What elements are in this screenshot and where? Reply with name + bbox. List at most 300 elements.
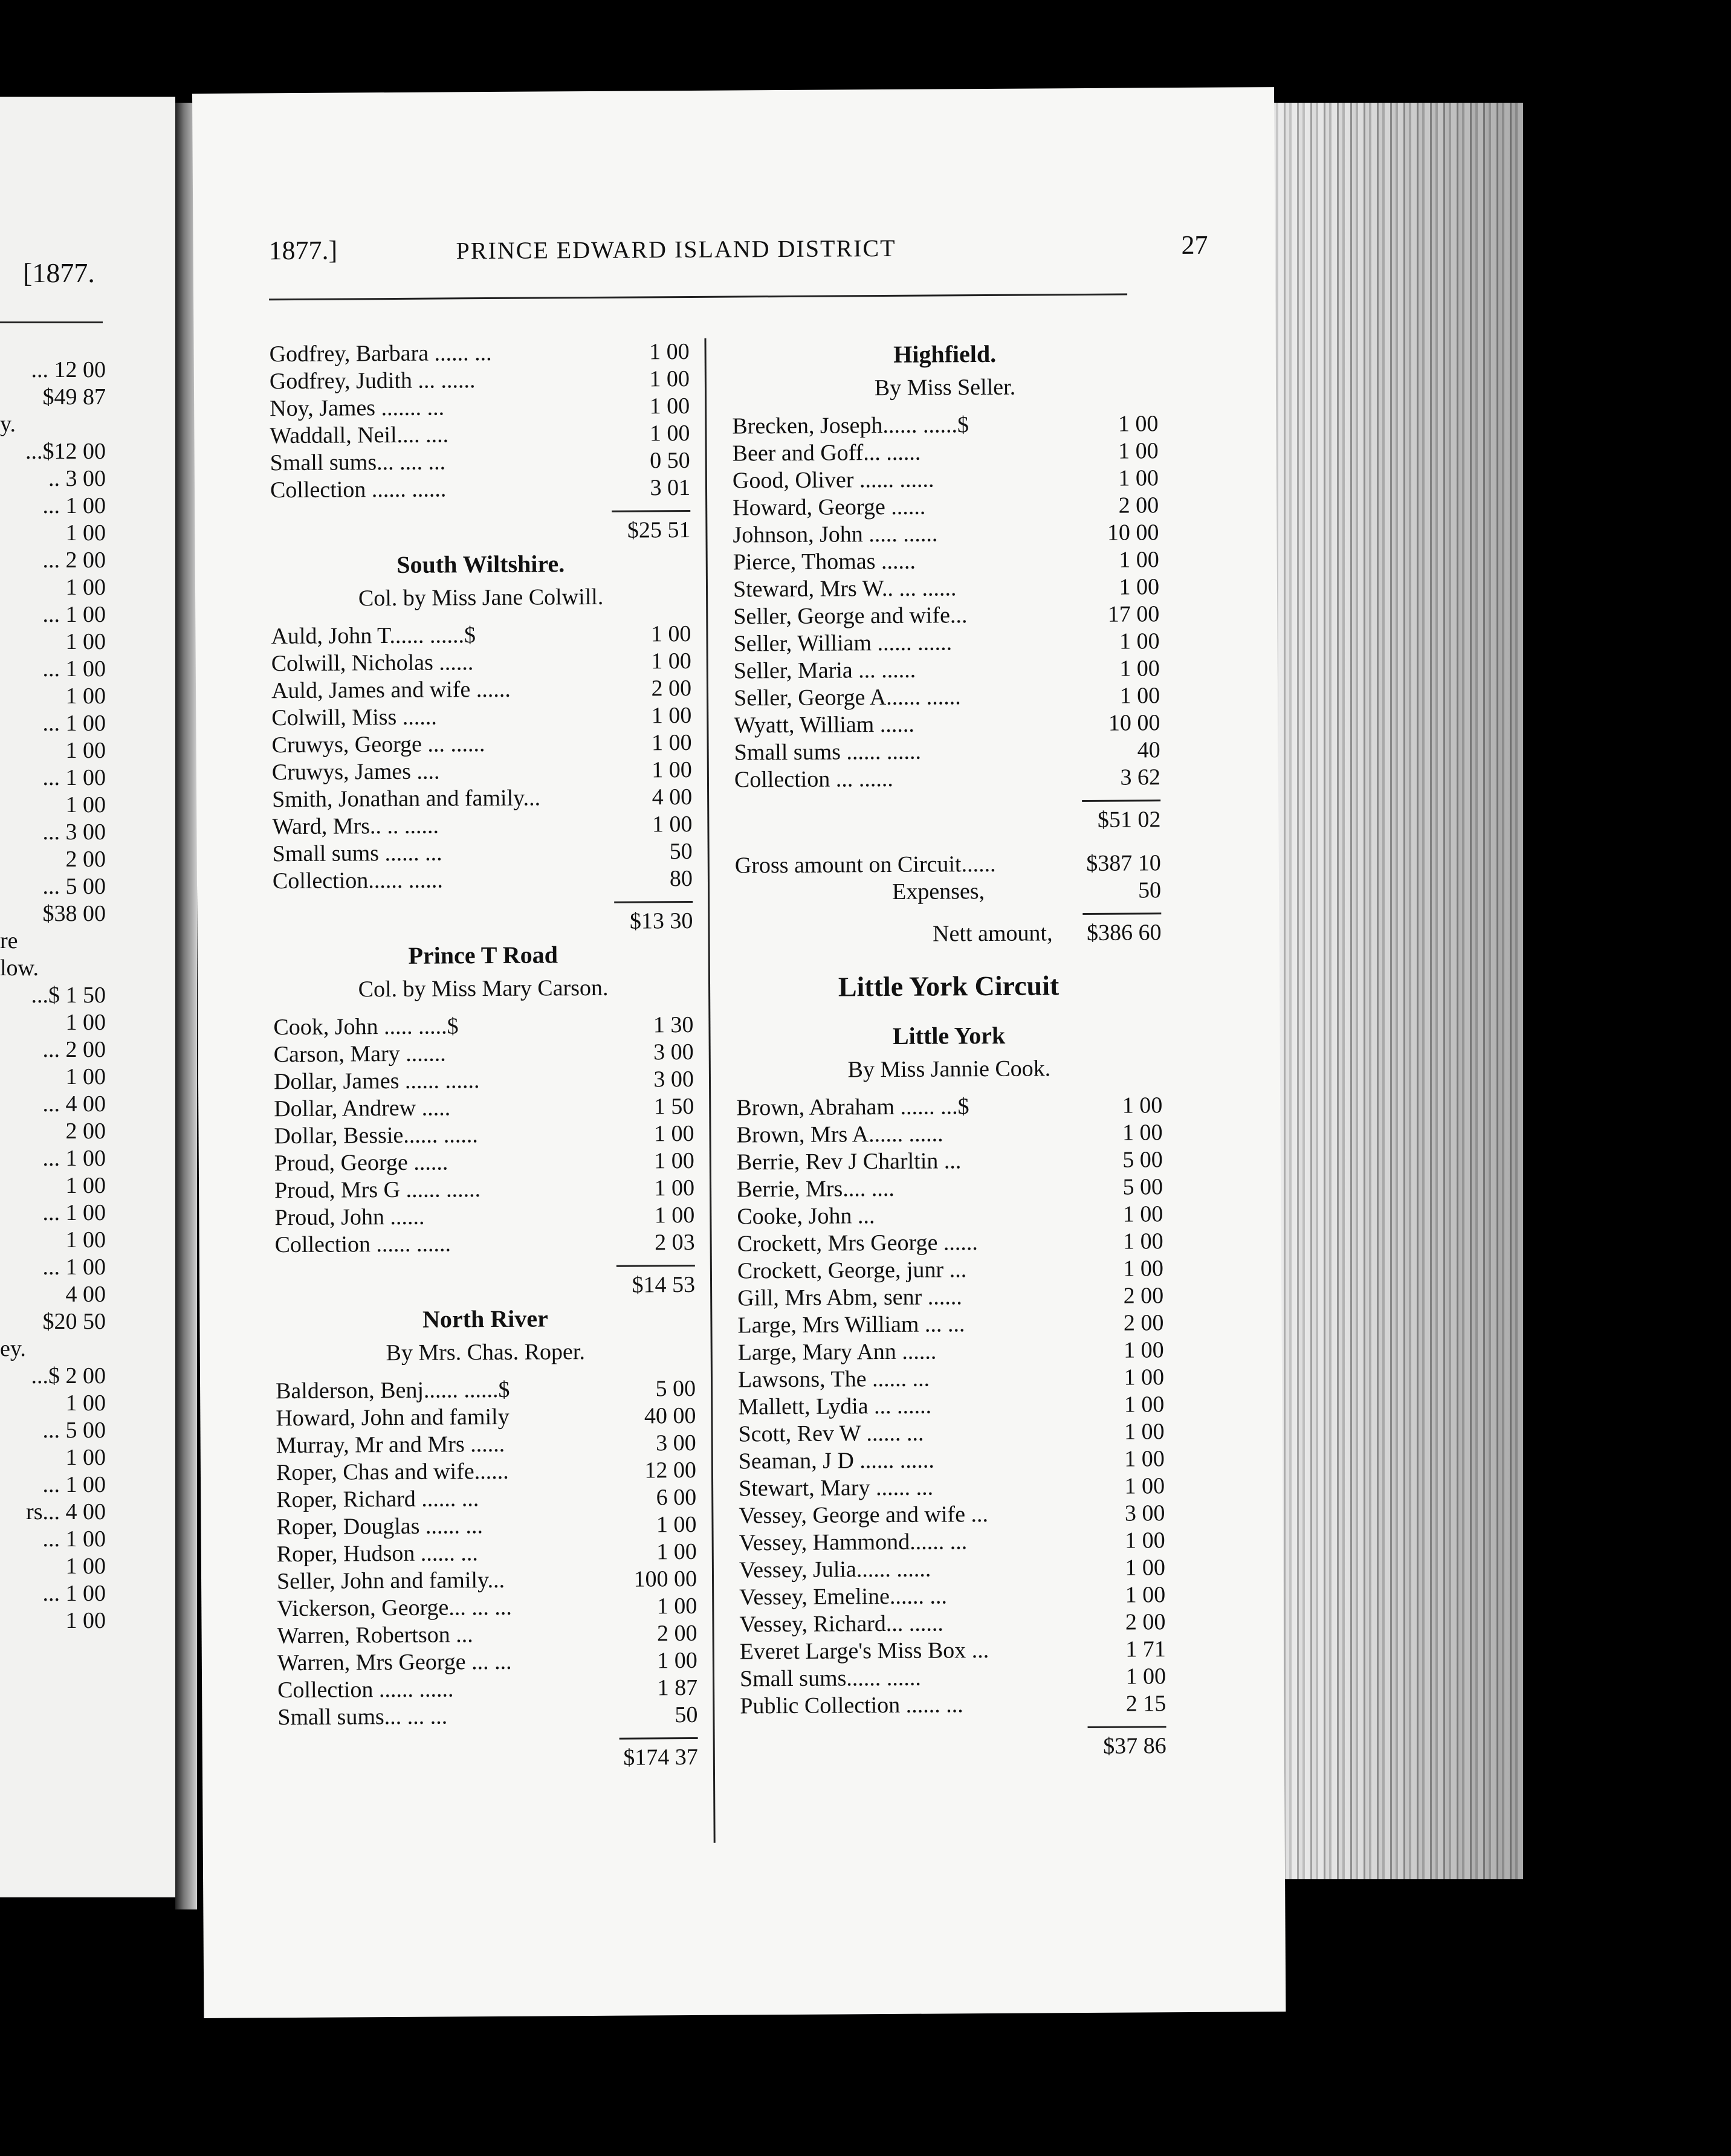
prev-page-line: ...$12 00	[25, 439, 106, 464]
page	[192, 87, 1286, 2018]
entry-name: Howard, John and family	[276, 1404, 510, 1431]
entry-amount: 80	[669, 865, 693, 892]
entry-amount: 2 15	[1125, 1691, 1166, 1717]
page-edges-shade	[1257, 103, 1523, 1879]
entry-name: Dollar, Bessie...... ......	[274, 1122, 478, 1149]
entry-amount: 1 00	[656, 1593, 697, 1619]
entry-row	[273, 865, 693, 895]
entry-row	[276, 1375, 696, 1405]
section-collector: Col. by Miss Jane Colwill.	[358, 584, 604, 612]
entry-amount: 1 00	[1122, 1120, 1163, 1146]
entry-row	[272, 811, 692, 841]
prev-page-line: ... 1 00	[42, 1146, 106, 1171]
entry-row	[277, 1674, 697, 1704]
entry-amount: 1 50	[653, 1093, 694, 1120]
entry-amount: 1 00	[1119, 656, 1160, 682]
entry-amount: 3 00	[1124, 1500, 1165, 1526]
entry-name: Vessey, Julia...... ......	[739, 1556, 931, 1583]
entry-row	[740, 1663, 1166, 1693]
entry-name: Warren, Robertson ...	[277, 1622, 473, 1649]
prev-page-line: 2 00	[65, 1118, 106, 1144]
entry-row	[734, 764, 1160, 793]
right-column	[731, 335, 1166, 1764]
prev-page-line: 1 00	[65, 1227, 106, 1253]
entry-row	[733, 546, 1159, 576]
entry-amount: 5 00	[1122, 1147, 1163, 1173]
entry-row	[734, 709, 1160, 739]
entry-amount: 1 00	[1119, 547, 1159, 573]
page-number: 27	[1181, 230, 1208, 260]
entry-row	[733, 519, 1159, 549]
entry-row	[277, 1702, 697, 1731]
entry-name: Small sums... ... ...	[277, 1703, 448, 1731]
expenses-label: Expenses,	[891, 879, 985, 905]
entry-name: Johnson, John ..... ......	[733, 521, 938, 548]
entry-name: Howard, George ......	[733, 494, 926, 521]
header-title: PRINCE EDWARD ISLAND DISTRICT	[456, 234, 896, 265]
entry-amount: 1 00	[649, 366, 690, 392]
entry-row	[273, 1012, 693, 1041]
prev-page-line: ... 2 00	[42, 547, 106, 573]
entry-name: Carson, Mary .......	[273, 1041, 446, 1068]
prev-page-line: $38 00	[42, 901, 106, 926]
entry-amount: 1 00	[1124, 1446, 1165, 1472]
total-rule	[620, 1737, 698, 1740]
entry-row	[733, 601, 1159, 630]
entry-amount: 1 00	[654, 1175, 695, 1201]
entry-name: Cruwys, George ... ......	[271, 731, 485, 758]
entry-row	[738, 1364, 1164, 1393]
expenses-row	[735, 877, 1161, 906]
entry-row	[736, 1119, 1162, 1149]
prev-page-line: ... 1 00	[42, 711, 106, 736]
prev-page-line: ... 3 00	[42, 819, 106, 845]
entry-row	[277, 1566, 697, 1595]
entry-amount: 1 00	[649, 338, 690, 365]
entry-name: Berrie, Rev J Charltin ...	[736, 1148, 962, 1175]
entry-name: Vessey, Emeline...... ...	[739, 1583, 948, 1610]
entry-name: Proud, George ......	[274, 1149, 448, 1176]
entry-amount: 1 00	[1124, 1364, 1165, 1390]
prev-page-rule	[0, 321, 103, 323]
entry-name: Roper, Douglas ...... ...	[276, 1513, 484, 1540]
entry-amount: 50	[675, 1702, 698, 1728]
entry-amount: 1 00	[650, 621, 691, 647]
entry-row	[733, 628, 1159, 657]
entry-row	[274, 1066, 694, 1096]
entry-amount: 1 00	[651, 729, 692, 756]
entry-row	[737, 1201, 1163, 1230]
entry-row	[740, 1636, 1166, 1665]
entry-row	[734, 655, 1160, 685]
entry-name: Small sums... .... ...	[270, 449, 446, 476]
entry-name: Roper, Richard ...... ...	[276, 1486, 479, 1513]
entry-row	[274, 1120, 694, 1150]
entry-name: Murray, Mr and Mrs ......	[276, 1431, 505, 1459]
prev-page-line: 1 00	[65, 1064, 106, 1089]
prev-page-line: y.	[0, 412, 16, 437]
entry-name: Cruwys, James ....	[271, 758, 440, 786]
section-collector: By Miss Seller.	[874, 374, 1016, 401]
entry-row	[276, 1457, 696, 1486]
entry-row	[271, 621, 691, 650]
entry-row	[276, 1402, 696, 1432]
total-rule	[612, 510, 690, 512]
entry-amount: 1 00	[1122, 1093, 1163, 1118]
prev-page-lines	[0, 357, 175, 1635]
entry-amount: 2 00	[1123, 1310, 1164, 1336]
entry-row	[271, 648, 691, 677]
entry-name: Gill, Mrs Abm, senr ......	[737, 1284, 962, 1311]
entry-row	[739, 1445, 1165, 1475]
prev-page-line: $20 50	[42, 1309, 106, 1334]
nett-value: $386 60	[1086, 920, 1162, 946]
entry-name: Proud, John ......	[274, 1204, 425, 1231]
entry-name: Warren, Mrs George ... ...	[277, 1648, 512, 1676]
prev-page-line: 1 00	[65, 1010, 106, 1035]
entry-row	[277, 1620, 697, 1650]
entry-name: Wyatt, William ......	[734, 711, 914, 738]
entry-row	[274, 1039, 694, 1068]
entry-name: Small sums ...... ...	[272, 840, 442, 867]
prev-page-line: 1 00	[65, 520, 106, 546]
entry-amount: 40	[1137, 737, 1160, 763]
prev-page-line: 1 00	[65, 738, 106, 763]
entry-name: Lawsons, The ...... ...	[737, 1366, 930, 1393]
prev-page-line: ... 1 00	[42, 493, 106, 518]
entry-name: Collection ...... ......	[270, 476, 447, 503]
entry-row	[739, 1609, 1165, 1638]
section-collector: Col. by Miss Mary Carson.	[358, 975, 609, 1002]
entry-row	[270, 366, 690, 395]
entry-amount: 1 00	[1118, 411, 1159, 437]
entry-amount: 1 71	[1125, 1636, 1166, 1662]
entry-name: Seller, William ...... ......	[733, 630, 953, 657]
entry-row	[733, 437, 1159, 467]
entry-row	[270, 474, 690, 504]
entry-name: Colwill, Miss ......	[271, 704, 437, 731]
entry-amount: 2 00	[656, 1620, 697, 1647]
entry-amount: 3 00	[656, 1430, 696, 1456]
entry-amount: 1 00	[1124, 1473, 1165, 1499]
entry-name: Balderson, Benj...... ......$	[275, 1377, 510, 1404]
entry-name: Vessey, Richard... ......	[739, 1610, 943, 1638]
entry-amount: 40 00	[644, 1402, 696, 1429]
entry-amount: 2 00	[651, 675, 692, 702]
entry-row	[276, 1511, 696, 1541]
entry-row	[739, 1473, 1165, 1502]
prev-page-line: .. 3 00	[48, 466, 106, 491]
section-title: South Wiltshire.	[396, 550, 565, 578]
section-total: $25 51	[627, 517, 691, 543]
entry-amount: 3 01	[650, 474, 691, 501]
column-divider	[704, 338, 715, 1843]
entry-amount: 2 00	[1125, 1609, 1166, 1635]
prev-page-line: ... 5 00	[42, 874, 106, 899]
entry-row	[738, 1391, 1164, 1421]
entry-name: Vessey, George and wife ...	[739, 1501, 989, 1529]
circuit-title: Little York Circuit	[838, 970, 1060, 1002]
entry-name: Cooke, John ...	[737, 1203, 875, 1230]
entry-name: Waddall, Neil.... ....	[270, 422, 449, 449]
prev-page-line: ...$ 2 00	[31, 1363, 106, 1389]
section-total: $51 02	[1097, 807, 1161, 833]
entry-name: Vickerson, George... ... ...	[277, 1594, 512, 1622]
entry-row	[733, 573, 1159, 603]
entry-row	[737, 1173, 1163, 1203]
entry-amount: 50	[669, 838, 693, 865]
entry-amount: 1 00	[1125, 1528, 1165, 1554]
prev-page-line: 1 00	[65, 1554, 106, 1579]
entry-row	[270, 393, 690, 422]
entry-row	[273, 838, 693, 868]
entry-row	[277, 1538, 697, 1568]
prev-page-line: ... 4 00	[42, 1091, 106, 1117]
running-header	[268, 228, 1332, 271]
prev-page-line: ... 12 00	[31, 357, 106, 382]
entry-row	[271, 729, 691, 759]
entry-row	[739, 1581, 1165, 1611]
entry-amount: 1 00	[657, 1647, 697, 1674]
prev-page-line: ...$ 1 50	[31, 983, 106, 1008]
entry-row	[277, 1593, 697, 1622]
entry-row	[270, 420, 690, 450]
entry-amount: 4 00	[652, 784, 693, 810]
entry-name: Steward, Mrs W.. ... ......	[733, 575, 957, 602]
section-collector: By Mrs. Chas. Roper.	[386, 1339, 586, 1366]
entry-amount: 1 00	[656, 1538, 697, 1565]
entry-row	[271, 675, 691, 705]
previous-page	[0, 97, 175, 1897]
entry-row	[274, 1202, 694, 1231]
prev-page-line: 1 00	[65, 1173, 106, 1198]
entry-name: Large, Mary Ann ......	[737, 1338, 937, 1366]
entry-name: Seller, John and family...	[276, 1567, 505, 1595]
entry-amount: 3 00	[653, 1066, 694, 1093]
left-column	[270, 338, 698, 1775]
entry-name: Scott, Rev W ...... ...	[738, 1420, 924, 1447]
gross-value: $387 10	[1086, 850, 1161, 876]
entry-name: Crockett, Mrs George ......	[737, 1230, 978, 1257]
entry-name: Brecken, Joseph...... ......$	[732, 412, 969, 439]
entry-name: Cook, John ..... .....$	[273, 1013, 459, 1041]
entry-name: Good, Oliver ...... ......	[732, 466, 934, 494]
entry-row	[733, 465, 1159, 494]
entry-amount: 1 00	[1125, 1582, 1166, 1608]
entry-amount: 3 62	[1120, 764, 1161, 790]
section-title: Highfield.	[893, 340, 997, 368]
section-total: $14 53	[632, 1271, 696, 1298]
entry-name: Smith, Jonathan and family...	[272, 785, 541, 813]
entry-amount: 2 00	[1118, 492, 1159, 518]
entry-amount: 1 00	[1125, 1555, 1166, 1581]
entry-name: Roper, Hudson ...... ...	[276, 1540, 478, 1567]
entry-name: Collection ... ......	[734, 766, 893, 793]
prev-page-line: $49 87	[42, 384, 106, 410]
entry-row	[739, 1527, 1165, 1557]
gross-label: Gross amount on Circuit......	[734, 851, 996, 879]
entry-amount: 1 00	[1124, 1419, 1165, 1445]
prev-page-line: ... 1 00	[42, 1526, 106, 1552]
prev-page-line: 1 00	[65, 792, 106, 818]
entry-name: Small sums ...... ......	[734, 738, 922, 766]
entry-amount: 17 00	[1107, 601, 1160, 627]
entry-name: Roper, Chas and wife......	[276, 1458, 509, 1486]
entry-name: Stewart, Mary ...... ...	[738, 1474, 934, 1502]
entry-row	[272, 784, 692, 813]
entry-name: Pierce, Thomas ......	[733, 548, 916, 575]
entry-row	[737, 1228, 1163, 1257]
entry-row	[738, 1337, 1164, 1366]
entry-name: Colwill, Nicholas ......	[271, 650, 474, 677]
entry-name: Collection ...... ......	[274, 1231, 451, 1258]
entry-amount: 1 00	[1122, 1201, 1163, 1227]
total-rule	[616, 1265, 695, 1267]
entry-amount: 1 00	[651, 648, 691, 674]
section-total: $37 86	[1103, 1733, 1166, 1759]
entry-row	[274, 1147, 694, 1177]
prev-page-line: ... 1 00	[42, 1254, 106, 1280]
entry-row	[740, 1690, 1166, 1720]
entry-name: Mallett, Lydia ... ......	[738, 1393, 932, 1420]
entry-row	[737, 1146, 1163, 1176]
prev-page-line: 1 00	[65, 1608, 106, 1633]
prev-page-line: 1 00	[65, 575, 106, 600]
prev-page-line: ... 1 00	[42, 1200, 106, 1225]
entry-name: Brown, Abraham ...... ...$	[736, 1094, 969, 1121]
section-title: Little York	[892, 1021, 1006, 1050]
expenses-value: 50	[1137, 877, 1162, 903]
prev-page-line: 1 00	[65, 629, 106, 654]
section-collector: By Miss Jannie Cook.	[847, 1056, 1051, 1083]
entry-name: Public Collection ...... ...	[740, 1692, 963, 1719]
section-title: North River	[422, 1305, 548, 1333]
nett-label: Nett amount,	[932, 920, 1053, 947]
entry-name: Dollar, Andrew .....	[274, 1095, 451, 1122]
entry-row	[270, 447, 690, 477]
entry-row	[739, 1500, 1165, 1529]
entry-amount: 10 00	[1107, 520, 1159, 546]
entry-row	[734, 682, 1160, 712]
entry-name: Seaman, J D ...... ......	[738, 1447, 934, 1474]
entry-row	[270, 338, 690, 368]
entry-amount: 1 00	[652, 811, 693, 838]
gross-amount-row	[735, 850, 1161, 879]
entry-amount: 3 00	[653, 1039, 694, 1065]
prev-page-line: rs... 4 00	[26, 1499, 106, 1525]
entry-amount: 1 00	[1119, 683, 1160, 709]
entry-amount: 1 00	[1123, 1228, 1163, 1254]
entry-row	[274, 1093, 694, 1123]
entry-amount: 10 00	[1108, 710, 1160, 736]
entry-amount: 1 00	[1124, 1337, 1164, 1363]
entry-name: Vessey, Hammond...... ...	[739, 1529, 968, 1556]
entry-name: Auld, James and wife ......	[271, 676, 511, 704]
entry-name: Dollar, James ...... ......	[273, 1068, 480, 1095]
prev-page-line: 1 00	[65, 1445, 106, 1470]
prev-page-line: 1 00	[65, 1390, 106, 1416]
entry-amount: 1 00	[1123, 1256, 1164, 1282]
entry-row	[277, 1647, 697, 1677]
entry-amount: 2 03	[655, 1229, 695, 1256]
entry-amount: 1 00	[1125, 1664, 1166, 1690]
prev-page-line: 1 00	[65, 683, 106, 709]
entry-name: Large, Mrs William ... ...	[737, 1311, 965, 1338]
entry-name: Ward, Mrs.. .. ......	[272, 813, 439, 840]
prev-page-header: [1877.	[23, 257, 95, 288]
entry-name: Proud, Mrs G ...... ......	[274, 1176, 481, 1204]
prev-page-line: ... 5 00	[42, 1418, 106, 1443]
entry-row	[276, 1484, 696, 1514]
prev-page-line: ... 1 00	[42, 765, 106, 790]
entry-amount: 1 00	[1119, 574, 1160, 600]
entry-row	[733, 492, 1159, 521]
entry-amount: 5 00	[1122, 1174, 1163, 1200]
entry-amount: 0 50	[650, 447, 690, 474]
header-year: 1877.]	[268, 235, 338, 266]
section-total: $174 37	[623, 1744, 698, 1770]
header-rule	[269, 294, 1127, 301]
entry-row	[739, 1554, 1165, 1584]
entry-amount: 6 00	[656, 1484, 697, 1511]
entry-name: Brown, Mrs A...... ......	[736, 1121, 943, 1148]
entry-row	[737, 1282, 1163, 1312]
prev-page-line: ey.	[0, 1336, 26, 1361]
entry-amount: 1 00	[654, 1202, 695, 1228]
prev-page-line: low.	[0, 955, 39, 981]
entry-amount: 1 30	[653, 1012, 694, 1038]
entry-amount: 1 00	[654, 1147, 694, 1174]
entry-row	[737, 1255, 1163, 1285]
total-rule	[1088, 1726, 1166, 1728]
section-title: Prince T Road	[408, 941, 558, 969]
entry-name: Seller, George A...... ......	[734, 684, 961, 711]
entry-name: Small sums...... ......	[739, 1665, 921, 1692]
entry-name: Collection ...... ......	[277, 1676, 454, 1703]
entry-amount: 1 87	[657, 1674, 698, 1701]
prev-page-line: ... 1 00	[42, 1581, 106, 1606]
total-rule	[614, 901, 693, 903]
prev-page-line: ... 1 00	[42, 656, 106, 682]
entry-row	[272, 757, 692, 786]
entry-amount: 1 00	[1119, 628, 1160, 654]
entry-name: Beer and Goff... ......	[732, 439, 921, 466]
entry-name: Auld, John T...... ......$	[271, 622, 476, 650]
entry-row	[738, 1418, 1164, 1448]
prev-page-line: 2 00	[65, 847, 106, 872]
entry-amount: 1 00	[651, 702, 692, 729]
prev-page-line: 4 00	[65, 1282, 106, 1307]
entry-row	[275, 1229, 695, 1259]
entry-amount: 1 00	[1118, 438, 1159, 464]
entry-row	[737, 1309, 1163, 1339]
entry-amount: 1 00	[649, 420, 690, 447]
entry-name: Collection...... ......	[272, 867, 443, 894]
entry-row	[734, 737, 1160, 766]
entry-name: Godfrey, Barbara ...... ...	[269, 340, 492, 367]
prev-page-line: ... 1 00	[42, 602, 106, 627]
entry-amount: 2 00	[1123, 1283, 1164, 1309]
entry-amount: 1 00	[652, 757, 692, 783]
entry-name: Godfrey, Judith ... ......	[269, 367, 476, 395]
entry-amount: 1 00	[1118, 465, 1159, 491]
entry-amount: 1 00	[653, 1120, 694, 1147]
entry-row	[276, 1430, 696, 1459]
prev-page-line: re	[0, 928, 18, 954]
entry-name: Seller, George and wife...	[733, 602, 968, 630]
entry-amount: 1 00	[1124, 1392, 1165, 1418]
entry-amount: 5 00	[655, 1375, 696, 1402]
